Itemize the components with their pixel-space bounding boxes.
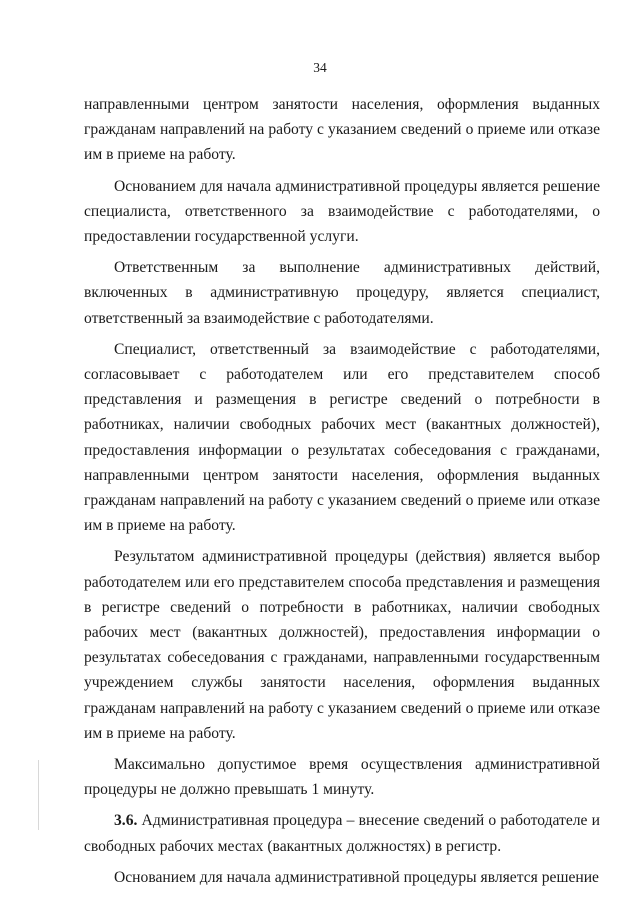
paragraph-specialist-agrees: Специалист, ответственный за взаимодействие с работодателями, согласовывает с работодателем или его представителем способ представления и размещения в регистре сведений о потребности в работниках, наличии свободных рабочих мест (вакантных должностей), предоставления информации о результатах собеседования с гражданами, направленными центром занятости населения, оформления выданных гражданам направлений на работу с указанием сведений о приеме или отказе им в приеме на работу. bbox=[84, 340, 600, 535]
paragraph-responsible: Ответственным за выполнение административных действий, включенных в административную процедуру, является специалист, ответственный за взаимодействие с работодателями. bbox=[84, 259, 600, 327]
page-number: 34 bbox=[313, 60, 327, 75]
paragraph-basis-next: Основанием для начала административной процедуры является решение bbox=[114, 868, 599, 886]
paragraph-result: Результатом административной процедуры (действия) является выбор работодателем или его представителем способа представления и размещения в регистре сведений о потребности в работниках, наличии свободных рабочих мест (вакантных должностей), предоставления информации о результатах собеседования с гражданами, направленными государственным учреждением службы занятости населения, оформления выданных гражданам направлений на работу с указанием сведений о приеме или отказе им в приеме на работу. bbox=[84, 548, 600, 742]
section-3-6-heading-paragraph bbox=[84, 808, 600, 858]
scan-margin-mark bbox=[38, 760, 39, 830]
paragraph-basis: Основанием для начала административной процедуры является решение специалиста, ответственного за взаимодействие с работодателями, о предоставлении государственной услуги. bbox=[84, 177, 600, 246]
paragraph-max-time: Максимально допустимое время осуществления административной процедуры не должно превышать 1 минуту. bbox=[84, 756, 600, 799]
document-body bbox=[84, 92, 600, 896]
section-number: 3.6. bbox=[114, 812, 138, 830]
section-text: Административная процедура – внесение сведений о работодателе и свободных рабочих местах (вакантных должностях) в регистр. bbox=[84, 812, 600, 855]
paragraph-continued: направленными центром занятости населения, оформления выданных гражданам направлений на работу с указанием сведений о приеме или отказе им в приеме на работу. bbox=[84, 96, 600, 164]
